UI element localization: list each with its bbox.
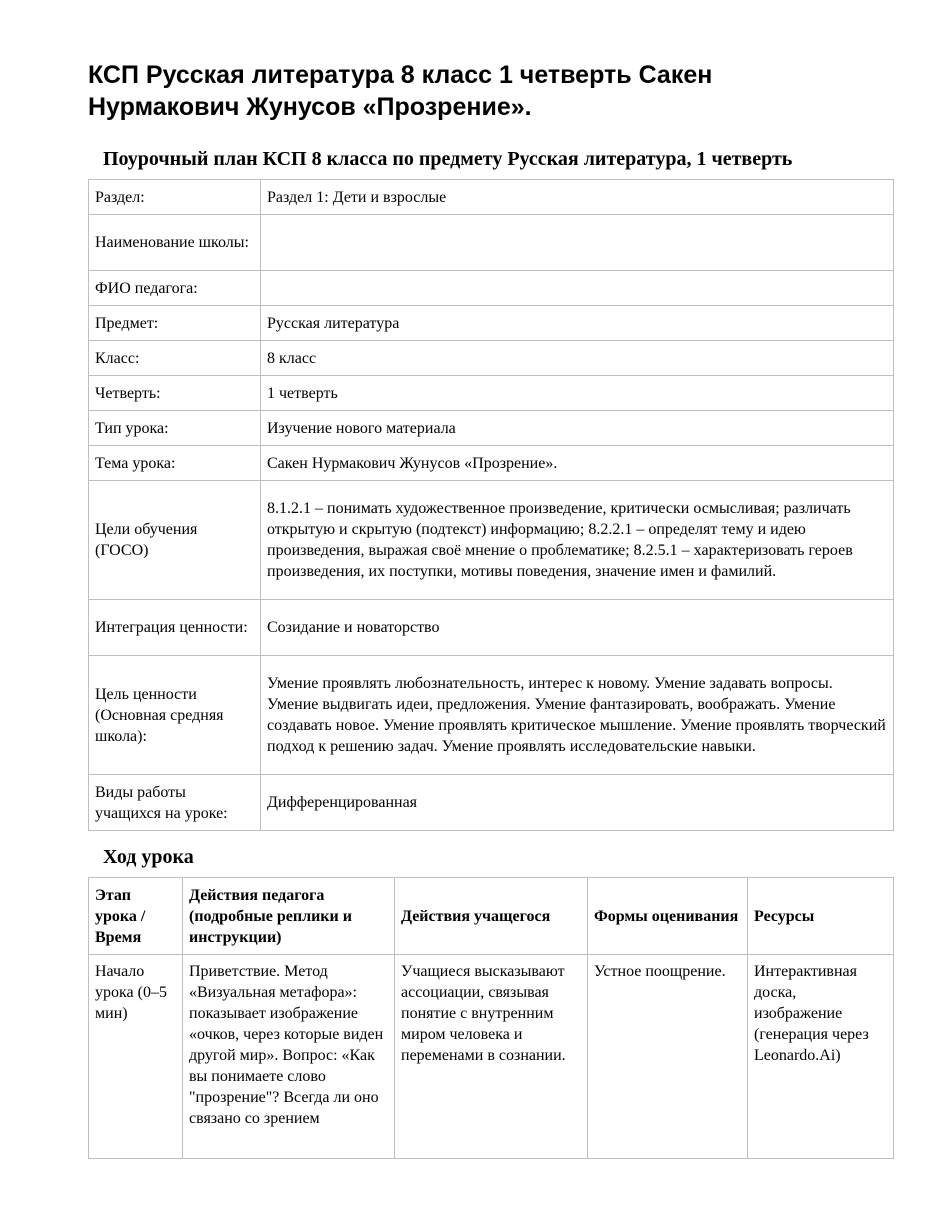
info-label: Цели обучения (ГОСО) — [89, 481, 261, 600]
cell-student: Учащиеся высказывают ассоциации, связывая понятие с внутренним миром человека и переменами в сознании. — [395, 955, 588, 1159]
info-label: Наименование школы: — [89, 215, 261, 271]
info-row — [89, 600, 894, 656]
cell-resources: Интерактивная доска, изображение (генерация через Leonardo.Ai) — [748, 955, 894, 1159]
info-row — [89, 341, 894, 376]
info-table — [88, 179, 894, 831]
info-value: 8.1.2.1 – понимать художественное произведение, критически осмысливая; различать открытую и скрытую (подтекст) информацию; 8.2.2.1 – определят тему и идею произведения, выражая своё мнение о проблематике; 8.2.5.1 – характеризовать героев произведения, их поступки, мотивы поведения, значение имен и фамилий. — [261, 481, 894, 600]
info-row — [89, 481, 894, 600]
lesson-table — [88, 877, 894, 1159]
info-row — [89, 306, 894, 341]
info-label: ФИО педагога: — [89, 271, 261, 306]
table-row — [89, 955, 894, 1159]
info-value: Дифференцированная — [261, 775, 894, 831]
cell-stage: Начало урока (0–5 мин) — [89, 955, 183, 1159]
info-label: Раздел: — [89, 180, 261, 215]
info-label: Предмет: — [89, 306, 261, 341]
info-value: 8 класс — [261, 341, 894, 376]
cell-teacher: Приветствие. Метод «Визуальная метафора»: показывает изображение «очков, через которые виден другой мир». Вопрос: «Как вы понимаете слово "прозрение"? Всегда ли оно связано со зрением — [183, 955, 395, 1159]
header-stage: Этап урока / Время — [89, 878, 183, 955]
info-row — [89, 411, 894, 446]
document-title: КСП Русская литература 8 класс 1 четверть Сакен Нурмакович Жунусов «Прозрение». — [88, 61, 713, 121]
info-value — [261, 271, 894, 306]
info-row — [89, 446, 894, 481]
info-row — [89, 215, 894, 271]
info-label: Тема урока: — [89, 446, 261, 481]
lesson-header-row — [89, 878, 894, 955]
info-label: Цель ценности (Основная средняя школа): — [89, 656, 261, 775]
header-teacher: Действия педагога (подробные реплики и инструкции) — [183, 878, 395, 955]
info-label: Четверть: — [89, 376, 261, 411]
info-row — [89, 656, 894, 775]
info-value: Раздел 1: Дети и взрослые — [261, 180, 894, 215]
info-label: Виды работы учащихся на уроке: — [89, 775, 261, 831]
info-row — [89, 376, 894, 411]
info-value: Изучение нового материала — [261, 411, 894, 446]
info-value: Умение проявлять любознательность, интерес к новому. Умение задавать вопросы. Умение выдвигать идеи, предложения. Умение фантазировать, воображать. Умение создавать новое. Умение проявлять критическое мышление. Умение проявлять творческий подход к решению задач. Умение проявлять исследовательские навыки. — [261, 656, 894, 775]
info-value — [261, 215, 894, 271]
cell-assessment: Устное поощрение. — [588, 955, 748, 1159]
info-label: Класс: — [89, 341, 261, 376]
info-row — [89, 180, 894, 215]
header-resources: Ресурсы — [748, 878, 894, 955]
info-label: Тип урока: — [89, 411, 261, 446]
header-student: Действия учащегося — [395, 878, 588, 955]
info-label: Интеграция ценности: — [89, 600, 261, 656]
info-row — [89, 775, 894, 831]
plan-title: Поурочный план КСП 8 класса по предмету Русская литература, 1 четверть — [103, 148, 793, 170]
info-value: 1 четверть — [261, 376, 894, 411]
info-value: Русская литература — [261, 306, 894, 341]
info-value: Сакен Нурмакович Жунусов «Прозрение». — [261, 446, 894, 481]
header-assessment: Формы оценивания — [588, 878, 748, 955]
info-row — [89, 271, 894, 306]
lesson-title: Ход урока — [103, 846, 194, 868]
info-value: Созидание и новаторство — [261, 600, 894, 656]
